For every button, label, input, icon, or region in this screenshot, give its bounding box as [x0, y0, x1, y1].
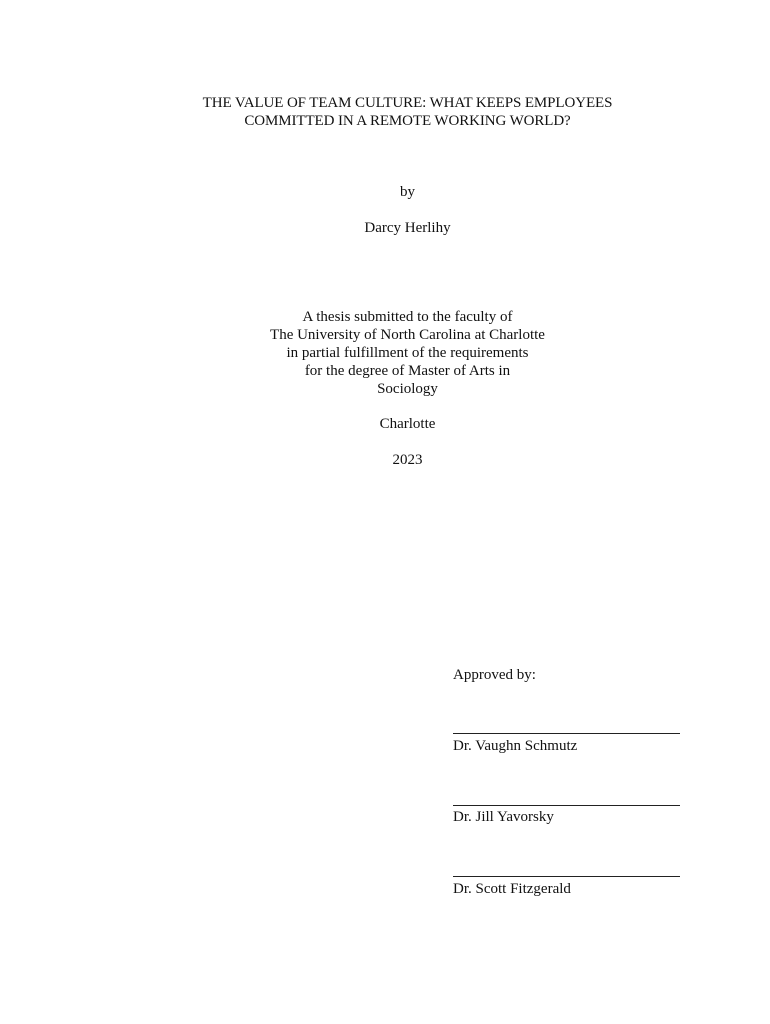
signature-line-1	[453, 733, 680, 734]
by-label: by	[400, 184, 415, 200]
signatory-name-3: Dr. Scott Fitzgerald	[453, 881, 571, 897]
thesis-title-line-2: COMMITTED IN A REMOTE WORKING WORLD?	[244, 113, 571, 129]
submission-line-1: A thesis submitted to the faculty of	[302, 309, 513, 325]
author-name: Darcy Herlihy	[364, 220, 451, 236]
place-label: Charlotte	[379, 416, 436, 432]
signatory-name-1: Dr. Vaughn Schmutz	[453, 738, 578, 754]
thesis-title-line-1: THE VALUE OF TEAM CULTURE: WHAT KEEPS EMPLOYEES	[202, 95, 613, 111]
signature-line-2	[453, 805, 680, 806]
submission-line-2: The University of North Carolina at Charlotte	[270, 327, 545, 343]
submission-line-4: for the degree of Master of Arts in	[304, 363, 511, 379]
signature-line-3	[453, 876, 680, 877]
submission-line-3: in partial fulfillment of the requirements	[286, 345, 529, 361]
signatory-name-2: Dr. Jill Yavorsky	[453, 809, 554, 825]
approved-by-label: Approved by:	[453, 667, 536, 683]
year-label: 2023	[392, 452, 423, 468]
submission-line-5: Sociology	[377, 381, 438, 397]
